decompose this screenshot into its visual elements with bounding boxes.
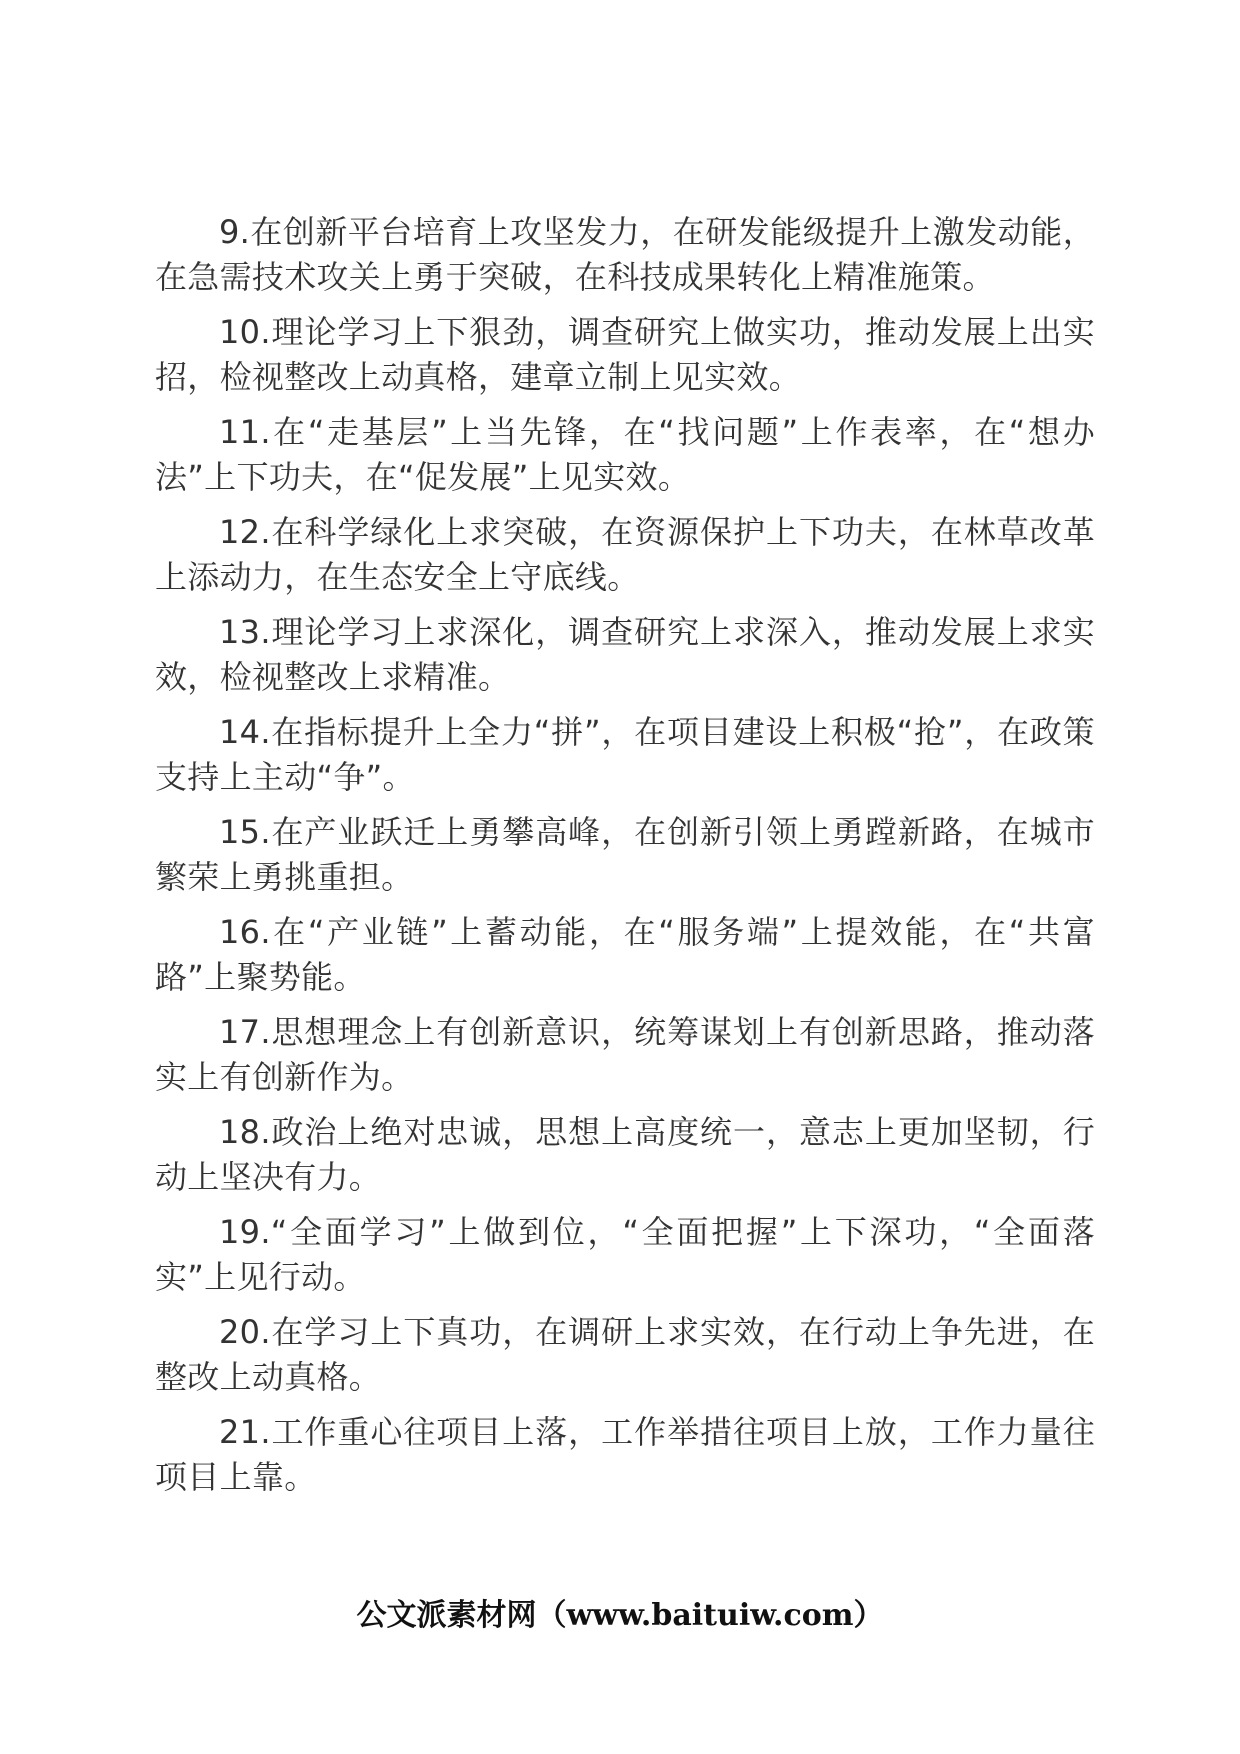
- paragraph-9: 9.在创新平台培育上攻坚发力，在研发能级提升上激发动能，在急需技术攻关上勇于突破，在科技成果转化上精准施策。: [155, 213, 1095, 296]
- paragraph-15: 15.在产业跃迁上勇攀高峰，在创新引领上勇蹚新路，在城市繁荣上勇挑重担。: [155, 813, 1095, 896]
- paragraph-17: 17.思想理念上有创新意识，统筹谋划上有创新思路，推动落实上有创新作为。: [155, 1013, 1095, 1096]
- paragraph-19: 19.“全面学习”上做到位，“全面把握”上下深功，“全面落实”上见行动。: [155, 1213, 1095, 1296]
- document-body: [155, 210, 1095, 1510]
- paragraph-13: 13.理论学习上求深化，调查研究上求深入，推动发展上求实效，检视整改上求精准。: [155, 613, 1095, 696]
- paragraph-20: 20.在学习上下真功，在调研上求实效，在行动上争先进，在整改上动真格。: [155, 1313, 1095, 1396]
- paragraph-10: 10.理论学习上下狠劲，调查研究上做实功，推动发展上出实招，检视整改上动真格，建章立制上见实效。: [155, 313, 1095, 396]
- paragraph-12: 12.在科学绿化上求突破，在资源保护上下功夫，在林草改革上添动力，在生态安全上守底线。: [155, 513, 1095, 596]
- paragraph-14: 14.在指标提升上全力“拼”，在项目建设上积极“抢”，在政策支持上主动“争”。: [155, 713, 1095, 796]
- paragraph-16: 16.在“产业链”上蓄动能，在“服务端”上提效能，在“共富路”上聚势能。: [155, 913, 1095, 996]
- paragraph-21: 21.工作重心往项目上落，工作举措往项目上放，工作力量往项目上靠。: [155, 1413, 1095, 1496]
- paragraph-11: 11.在“走基层”上当先锋，在“找问题”上作表率，在“想办法”上下功夫，在“促发展”上见实效。: [155, 413, 1095, 496]
- paragraph-18: 18.政治上绝对忠诚，思想上高度统一，意志上更加坚韧，行动上坚决有力。: [155, 1113, 1095, 1196]
- page-footer: 公文派素材网（www.baituiw.com）: [356, 1598, 884, 1633]
